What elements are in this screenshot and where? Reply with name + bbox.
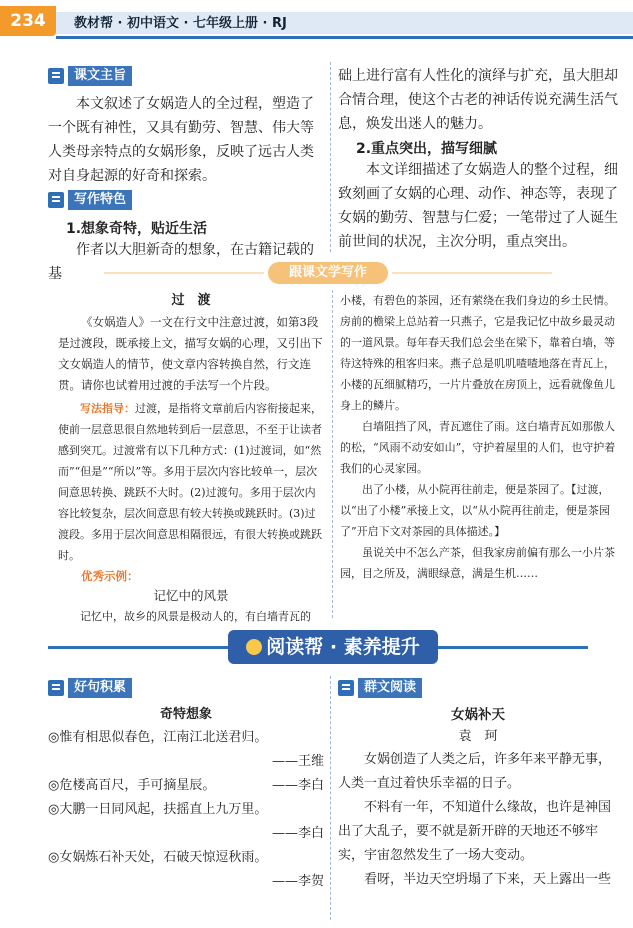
banner-title-box: 阅读帮 · 素养提升 — [228, 630, 438, 664]
example-label: 优秀示例： — [81, 569, 139, 583]
book-icon — [48, 68, 64, 84]
story-author: 袁 珂 — [458, 729, 498, 744]
feature-heading-1: 1.想象奇特，贴近生活 — [66, 221, 208, 237]
writing-left — [58, 290, 324, 627]
tag-main-idea: 课文主旨 — [48, 66, 132, 86]
story-p2: 不料有一年，不知道什么缘故，也许是神国出了大乱子，要不就是新开辟的天地还不够牢实，宇宙忽然发生了一场大变动。 — [338, 800, 612, 863]
tag-writing-features: 写作特色 — [48, 190, 132, 210]
book-icon — [48, 192, 64, 208]
example-right-2: 白墙阻挡了风，青瓦遮住了雨。这白墙青瓦如那傲人的松，“风雨不动安如山”，守护着屋里的人们，也守护着我们的心灵家园。 — [340, 420, 616, 475]
writing-intro: 《女娲造人》一文在行文中注意过渡，如第3段是过渡段，既承接上文，描写女娲的心理，又引出下文女娲造人的情节，使文章内容转换自然，行文连贯。请你也试着用过渡的手法写一个片段。 — [58, 315, 323, 392]
feature-text-1: 作者以大胆新奇的想象，在古籍记载的基 — [48, 242, 314, 282]
example-title: 记忆中的风景 — [153, 588, 229, 603]
writing-title: 过 渡 — [171, 293, 211, 308]
main-idea-text: 本文叙述了女娲造人的全过程，塑造了一个既有神性，又具有勤劳、智慧、伟大等人类母亲特点的女娲形象，反映了远古人类对自身起源的好奇和探索。 — [48, 96, 314, 184]
example-right-1: 小楼，有碧色的茶园，还有萦绕在我们身边的乡土民情。房前的檐梁上总站着一只燕子，它是我记忆中故乡最灵动的一道风景。每年春天我们总会坐在梁下，靠着白墙，等待这特殊的租客归来。燕子总是叽叽喳喳地落在青瓦上，小楼的瓦细腻精巧，一片片叠放在房顶上，远看就像鱼儿身上的鳞片。 — [340, 294, 615, 412]
tag-good-sentences: 好句积累 — [48, 678, 132, 698]
writing-guide: 写法指导：过渡，是指将文章前后内容衔接起来，使前一层意思很自然地转到后一层意思，不至于让读者感到突兀。过渡常有以下几种方式：(1)过渡词，如“然而”“但是”“所以”等。多用于层次内容比较单一，层次间意思转换、跳跃不大时。(2)过渡句。多用于层次内容比较复杂，层次间意思有较大转换或跳跃时。(3)过渡段。多用于层次间意思相隔很远，有很大转换或跳跃时。 — [58, 402, 322, 562]
writing-divider — [332, 290, 333, 618]
writing-right — [340, 290, 616, 584]
example-right-3: 出了小楼，从小院再往前走，便是茶园了。【过渡，以“出了小楼”承接上文，以“从小院再往前走，便是茶园了”开启下文对茶园的具体描述。】 — [340, 483, 610, 538]
book-title: 教材帮 · 初中语文 · 七年级上册 · RJ — [74, 16, 287, 31]
sentences-section — [48, 676, 324, 894]
guide-label: 写法指导： — [80, 402, 135, 415]
top-left-column — [48, 64, 324, 286]
sentence-item: ◎女娲炼石补天处，石破天惊逗秋雨。 ——李贺 — [48, 850, 324, 889]
column-divider — [330, 62, 331, 252]
bottom-divider — [330, 676, 331, 920]
page-header — [0, 0, 633, 44]
page-number: 234 — [0, 6, 56, 36]
sentence-item: ◎危楼高百尺，手可摘星辰。 ——李白 — [48, 778, 324, 793]
feature-text-1-cont: 础上进行富有人性化的演绎与扩充，虽大胆却合情合理，使这个古老的神话传说充满生活气息，焕发出迷人的魅力。 — [338, 68, 618, 132]
header-stripe — [56, 36, 633, 39]
feature-text-2: 本文详细描述了女娲造人的整个过程，细致刻画了女娲的心理、动作、神态等，表现了女娲的勤劳、智慧与仁爱；一笔带过了人诞生前世间的状况，主次分明，重点突出。 — [338, 162, 618, 250]
group-reading-section — [338, 676, 618, 892]
top-right-column — [338, 64, 618, 254]
example-right-4: 虽说关中不怎么产茶，但我家房前偏有那么一小片茶园，目之所及，满眼绿意，满是生机…… — [340, 546, 615, 580]
book-icon — [48, 680, 64, 696]
reading-banner — [48, 628, 588, 666]
sentence-item: ◎大鹏一日同风起，扶摇直上九万里。 ——李白 — [48, 802, 324, 841]
writing-band: 跟课文学写作 — [268, 262, 388, 284]
story-title: 女娲补天 — [451, 707, 505, 723]
book-icon — [338, 680, 354, 696]
sentences-title: 奇特想象 — [159, 707, 212, 722]
tag-group-reading: 群文阅读 — [338, 678, 422, 698]
example-left: 记忆中，故乡的风景是极动人的，有白墙青瓦的 — [80, 610, 311, 623]
sentence-item: ◎惟有相思似春色，江南江北送君归。 ——王维 — [48, 730, 324, 769]
feature-heading-2: 2.重点突出，描写细腻 — [356, 141, 498, 157]
bulb-icon — [246, 639, 262, 655]
story-p3: 看呀，半边天空坍塌了下来，天上露出一些 — [364, 872, 612, 887]
story-p1: 女娲创造了人类之后，许多年来平静无事，人类一直过着快乐幸福的日子。 — [338, 752, 612, 791]
